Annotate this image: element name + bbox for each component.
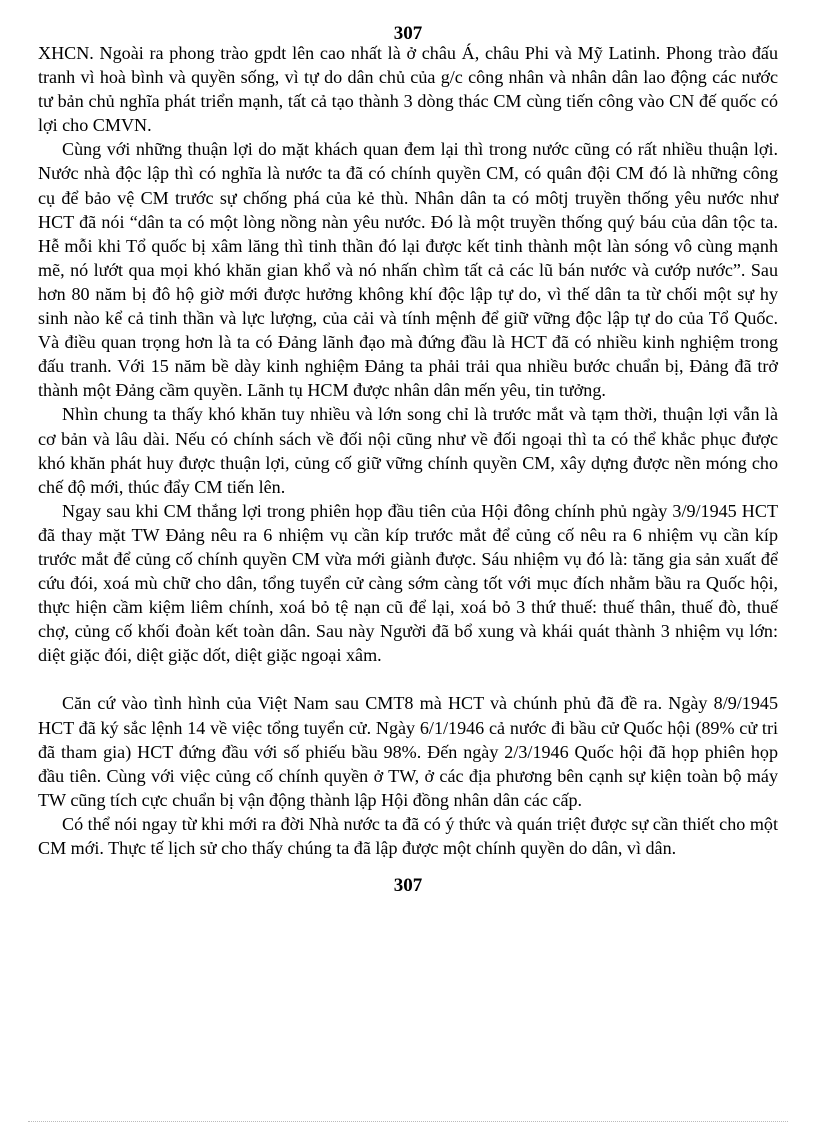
- paragraph-1: XHCN. Ngoài ra phong trào gpdt lên cao nhất là ở châu Á, châu Phi và Mỹ Latinh. Phong trào đấu tranh vì hoà bình và quyền sống, vì tự do dân chủ của g/c công nhân và nhân dân lao động các nước tư bản chủ nghĩa phát triển mạnh, tất cả tạo thành 3 dòng thác CM cùng tiến công vào CN đế quốc có lợi cho CMVN.: [38, 43, 778, 136]
- document-page: [38, 22, 778, 898]
- paragraph-spacer: [38, 667, 778, 691]
- paragraph-2: Cùng với những thuận lợi do mặt khách quan đem lại thì trong nước cũng có rất nhiều thuận lợi. Nước nhà độc lập thì có nghĩa là nước ta đã có chính quyền CM, có quân đội CM đó là những công cụ để bảo vệ CM trước sự chống phá của kẻ thù. Nhân dân ta có môtj truyền thống yêu nước như HCT đã nói “dân ta có một lòng nồng nàn yêu nước. Đó là một truyền thống quý báu của dân tộc ta. Hễ mỗi khi Tổ quốc bị xâm lăng thì tinh thần đó lại được kết tinh thành một làn sóng vô cùng mạnh mẽ, nó lướt qua mọi khó khăn gian khổ và nó nhấn chìm tất cả các lũ bán nước và cướp nước”. Sau hơn 80 năm bị đô hộ giờ mới được hưởng không khí độc lập tự do, vì thế dân ta từ chối một sự hy sinh nào kể cả tinh thần và lực lượng, của cải và tính mệnh để giữ vững độc lập tự do của Tổ Quốc. Và điều quan trọng hơn là ta có Đảng lãnh đạo mà đứng đầu là HCT đã có nhiều kinh nghiệm trong đấu tranh. Với 15 năm bề dày kinh nghiệm Đảng ta phải trải qua nhiều bước chuẩn bị, Đảng đã trở thành một Đảng cầm quyền. Lãnh tụ HCM được nhân dân mến yêu, tin tưởng.: [38, 139, 778, 401]
- page-bottom-divider: [28, 1121, 788, 1122]
- paragraph-3: Nhìn chung ta thấy khó khăn tuy nhiều và lớn song chỉ là trước mắt và tạm thời, thuận lợi vẫn là cơ bản và lâu dài. Nếu có chính sách về đối nội cũng như về đối ngoại thì ta có thể khắc phục được khó khăn phát huy được thuận lợi, củng cố giữ vững chính quyền CM, xây dựng được nền móng cho chế độ mới, thúc đẩy CM tiến lên.: [38, 404, 778, 497]
- page-number-top: 307: [393, 23, 423, 44]
- paragraph-4: Ngay sau khi CM thắng lợi trong phiên họp đầu tiên của Hội đông chính phủ ngày 3/9/1945 HCT đã thay mặt TW Đảng nêu ra 6 nhiệm vụ cần kíp trước mắt để củng cố nêu ra 6 nhiệm vụ cần kíp trước mắt để củng cố chính quyền CM vừa mới giành được. Sáu nhiệm vụ đó là: tăng gia sản xuất để cứu đói, xoá mù chữ cho dân, tổng tuyển cử càng sớm càng tốt với mục đích nhằm bầu ra Quốc hội, thực hiện cầm kiệm liêm chính, xoá bỏ tệ nạn cũ để lại, xoá bỏ 3 thứ thuế: thuế thân, thuế đò, thuế chợ, củng cố khối đoàn kết toàn dân. Sau này Người đã bổ xung và khái quát thành 3 nhiệm vụ lớn: diệt giặc đói, diệt giặc dốt, diệt giặc ngoại xâm.: [38, 500, 778, 666]
- paragraph-5: Căn cứ vào tình hình của Việt Nam sau CMT8 mà HCT và chúnh phủ đã đề ra. Ngày 8/9/1945 HCT đã ký sắc lệnh 14 về việc tổng tuyển cử. Ngày 6/1/1946 cả nước đi bầu cử Quốc hội (89% cử tri đã tham gia) HCT đứng đầu với số phiếu bầu 98%. Đến ngày 2/3/1946 Quốc hội đã họp phiên họp đầu tiên. Cùng với việc củng cố chính quyền ở TW, ở các địa phương bên cạnh sự kiện toàn bộ máy TW cũng tích cực chuẩn bị vận động thành lập Hội đồng nhân dân các cấp.: [38, 693, 778, 810]
- page-number-bottom: 307: [393, 875, 423, 897]
- paragraph-6: Có thể nói ngay từ khi mới ra đời Nhà nước ta đã có ý thức và quán triệt được sự cần thiết cho một CM mới. Thực tế lịch sử cho thấy chúng ta đã lập được một chính quyền do dân, vì dân.: [38, 813, 778, 858]
